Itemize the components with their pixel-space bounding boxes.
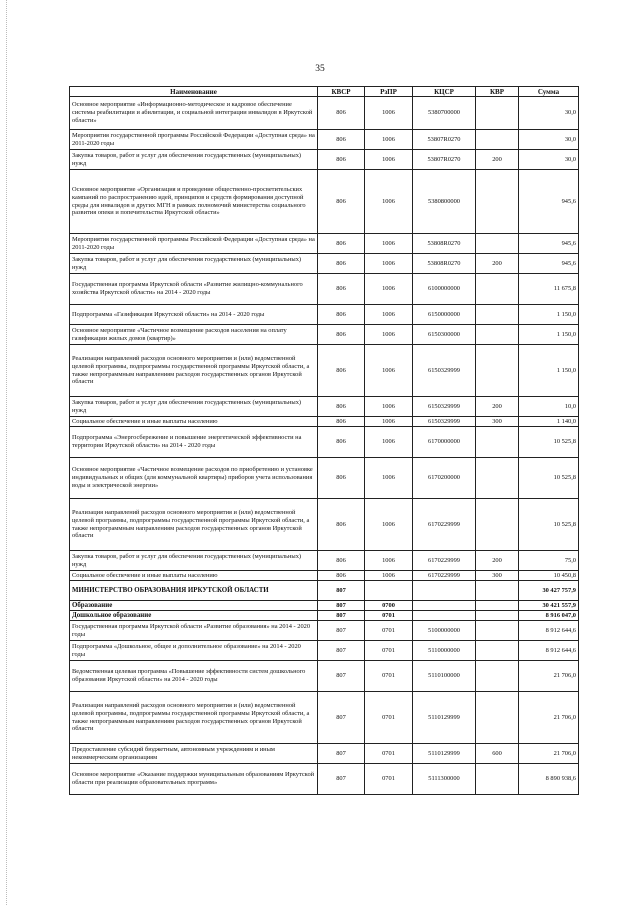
table-row: [70, 427, 579, 458]
column-header: РзПР: [365, 87, 413, 97]
cell-sum: 1 150,0: [519, 305, 579, 325]
cell-kvr: [476, 274, 519, 305]
cell-kvr: 200: [476, 551, 519, 571]
table-row: [70, 150, 579, 170]
cell-kcsr: 6150329999: [413, 345, 476, 397]
table-row: [70, 601, 579, 611]
cell-name: Дошкольное образование: [70, 611, 318, 621]
cell-kvr: [476, 458, 519, 499]
cell-kvr: [476, 692, 519, 744]
cell-kvr: [476, 305, 519, 325]
column-header: КВР: [476, 87, 519, 97]
cell-rzpr: 0701: [365, 611, 413, 621]
cell-sum: 30,0: [519, 130, 579, 150]
table-row: [70, 345, 579, 397]
column-header: КЦСР: [413, 87, 476, 97]
cell-kvsr: 806: [318, 427, 365, 458]
cell-kcsr: [413, 581, 476, 601]
cell-sum: 21 706,0: [519, 744, 579, 764]
cell-kvr: [476, 345, 519, 397]
cell-kvsr: 807: [318, 764, 365, 795]
cell-sum: 21 706,0: [519, 692, 579, 744]
cell-sum: 8 916 047,0: [519, 611, 579, 621]
cell-kvsr: 806: [318, 325, 365, 345]
cell-kvr: [476, 641, 519, 661]
cell-name: Социальное обеспечение и иные выплаты населению: [70, 571, 318, 581]
cell-sum: 8 912 644,6: [519, 641, 579, 661]
cell-kcsr: 5110000000: [413, 641, 476, 661]
cell-sum: 75,0: [519, 551, 579, 571]
cell-rzpr: 1006: [365, 234, 413, 254]
cell-name: Реализация направлений расходов основного мероприятия и (или) ведомственной целевой программы, подпрограммы государственной программы Иркутской области, а также непрограммным направлениям расходов государственных органов Иркутской области: [70, 499, 318, 551]
table-row: [70, 97, 579, 130]
cell-sum: 8 890 938,6: [519, 764, 579, 795]
table-row: [70, 661, 579, 692]
cell-kvr: [476, 427, 519, 458]
cell-kvr: 200: [476, 150, 519, 170]
cell-kvsr: 806: [318, 150, 365, 170]
cell-name: Подпрограмма «Газификация Иркутской области» на 2014 - 2020 годы: [70, 305, 318, 325]
cell-kvsr: 806: [318, 458, 365, 499]
cell-kcsr: 53807R0270: [413, 130, 476, 150]
cell-kcsr: [413, 601, 476, 611]
table-header-row: [70, 87, 579, 97]
cell-kcsr: 5100000000: [413, 621, 476, 641]
cell-kcsr: 53807R0270: [413, 150, 476, 170]
cell-kvsr: 806: [318, 305, 365, 325]
cell-kvr: 300: [476, 417, 519, 427]
cell-name: Основное мероприятие «Частичное возмещение расходов по приобретению и установке индивидуальных и общих (для коммунальной квартиры) приборов учета использования воды и электрической энергии»: [70, 458, 318, 499]
cell-sum: 10 525,8: [519, 458, 579, 499]
cell-rzpr: 1006: [365, 170, 413, 234]
cell-sum: 30 427 757,9: [519, 581, 579, 601]
cell-sum: 10 450,8: [519, 571, 579, 581]
cell-rzpr: 0701: [365, 661, 413, 692]
cell-sum: 10 525,8: [519, 499, 579, 551]
cell-sum: 30,0: [519, 150, 579, 170]
cell-kvr: 300: [476, 571, 519, 581]
table-row: [70, 397, 579, 417]
table-row: [70, 692, 579, 744]
cell-kvsr: 806: [318, 551, 365, 571]
table-row: [70, 305, 579, 325]
cell-name: Закупка товаров, работ и услуг для обеспечения государственных (муниципальных) нужд: [70, 150, 318, 170]
cell-name: Ведомственная целевая программа «Повышение эффективности систем дошкольного образования Иркутской области» на 2014 - 2020 годы: [70, 661, 318, 692]
cell-kcsr: 6170229999: [413, 571, 476, 581]
cell-kvsr: 806: [318, 274, 365, 305]
cell-rzpr: [365, 581, 413, 601]
cell-sum: 945,6: [519, 234, 579, 254]
cell-rzpr: 1006: [365, 571, 413, 581]
cell-kvr: 600: [476, 744, 519, 764]
cell-rzpr: 0701: [365, 692, 413, 744]
table-row: [70, 581, 579, 601]
cell-name: Основное мероприятие «Информационно-методическое и кадровое обеспечение системы реабилитации и абилитации, и социальной интеграции инвалидов в Иркутской области»: [70, 97, 318, 130]
cell-rzpr: 0701: [365, 744, 413, 764]
table-row: [70, 417, 579, 427]
cell-name: Закупка товаров, работ и услуг для обеспечения государственных (муниципальных) нужд: [70, 254, 318, 274]
cell-kvr: [476, 170, 519, 234]
table-row: [70, 551, 579, 571]
cell-kvsr: 806: [318, 254, 365, 274]
cell-rzpr: 1006: [365, 551, 413, 571]
cell-kvsr: 807: [318, 692, 365, 744]
cell-rzpr: 1006: [365, 325, 413, 345]
cell-kcsr: 5380700000: [413, 97, 476, 130]
table-row: [70, 571, 579, 581]
cell-kvsr: 806: [318, 397, 365, 417]
cell-rzpr: 1006: [365, 397, 413, 417]
table-row: [70, 611, 579, 621]
table-row: [70, 641, 579, 661]
cell-name: Мероприятия государственной программы Российской Федерации «Доступная среда» на 2011-2020 годы: [70, 130, 318, 150]
cell-name: Предоставление субсидий бюджетным, автономным учреждениям и иным некоммерческим организациям: [70, 744, 318, 764]
table-row: [70, 744, 579, 764]
cell-kvsr: 806: [318, 345, 365, 397]
table-row: [70, 170, 579, 234]
cell-kvsr: 806: [318, 170, 365, 234]
scan-edge-marks: [6, 0, 9, 905]
cell-rzpr: 1006: [365, 427, 413, 458]
table-row: [70, 325, 579, 345]
cell-name: Реализация направлений расходов основного мероприятия и (или) ведомственной целевой программы, подпрограммы государственной программы Иркутской области, а также непрограммным направлениям расходов государственных органов Иркутской области: [70, 345, 318, 397]
cell-kvsr: 807: [318, 621, 365, 641]
cell-name: Мероприятия государственной программы Российской Федерации «Доступная среда» на 2011-2020 годы: [70, 234, 318, 254]
cell-rzpr: 1006: [365, 305, 413, 325]
page-number: 35: [315, 64, 325, 74]
cell-kvsr: 807: [318, 601, 365, 611]
cell-name: МИНИСТЕРСТВО ОБРАЗОВАНИЯ ИРКУТСКОЙ ОБЛАСТИ: [70, 581, 318, 601]
cell-sum: 11 675,8: [519, 274, 579, 305]
cell-rzpr: 0701: [365, 764, 413, 795]
cell-kvr: [476, 499, 519, 551]
cell-name: Государственная программа Иркутской области «Развитие образования» на 2014 - 2020 годы: [70, 621, 318, 641]
cell-kcsr: 6150000000: [413, 305, 476, 325]
cell-kvr: [476, 764, 519, 795]
cell-rzpr: 1006: [365, 345, 413, 397]
cell-kvr: 200: [476, 254, 519, 274]
cell-kcsr: 53808R0270: [413, 234, 476, 254]
cell-sum: 8 912 644,6: [519, 621, 579, 641]
cell-sum: 21 706,0: [519, 661, 579, 692]
cell-sum: 1 140,0: [519, 417, 579, 427]
table-row: [70, 499, 579, 551]
cell-sum: 30,0: [519, 97, 579, 130]
cell-name: Государственная программа Иркутской области «Развитие жилищно-коммунального хозяйства Иркутской области» на 2014 - 2020 годы: [70, 274, 318, 305]
cell-name: Основное мероприятие «Организация и проведение общественно-просветительских кампаний по распространению идей, принципов и средств формирования доступной среды для инвалидов и других МГН в рамках полномочий министерства социального развития опеки и попечительства Иркутской области»: [70, 170, 318, 234]
cell-kcsr: 5110129999: [413, 692, 476, 744]
cell-kvsr: 806: [318, 130, 365, 150]
cell-rzpr: 1006: [365, 499, 413, 551]
cell-rzpr: 1006: [365, 458, 413, 499]
cell-kcsr: 53808R0270: [413, 254, 476, 274]
cell-kcsr: 6170200000: [413, 458, 476, 499]
cell-name: Основное мероприятие «Частичное возмещение расходов населения на оплату газификации жилых домов (квартир)»: [70, 325, 318, 345]
table-row: [70, 130, 579, 150]
cell-kvsr: 807: [318, 744, 365, 764]
cell-kvr: 200: [476, 397, 519, 417]
cell-rzpr: 1006: [365, 254, 413, 274]
cell-name: Образование: [70, 601, 318, 611]
table-row: [70, 621, 579, 641]
cell-kcsr: 6170000000: [413, 427, 476, 458]
table-row: [70, 458, 579, 499]
cell-kvr: [476, 130, 519, 150]
cell-sum: 1 150,0: [519, 325, 579, 345]
cell-kvr: [476, 325, 519, 345]
cell-name: Реализация направлений расходов основного мероприятия и (или) ведомственной целевой программы, подпрограммы государственной программы Иркутской области, а также непрограммным направлениям расходов государственных органов Иркутской области: [70, 692, 318, 744]
cell-rzpr: 1006: [365, 97, 413, 130]
cell-kvsr: 806: [318, 417, 365, 427]
cell-name: Социальное обеспечение и иные выплаты населению: [70, 417, 318, 427]
cell-sum: 30 421 557,9: [519, 601, 579, 611]
column-header: Наименование: [70, 87, 318, 97]
cell-kvsr: 806: [318, 97, 365, 130]
cell-kcsr: 6150300000: [413, 325, 476, 345]
budget-table: [69, 86, 579, 795]
cell-kvsr: 806: [318, 234, 365, 254]
cell-name: Подпрограмма «Дошкольное, общее и дополнительное образование» на 2014 - 2020 годы: [70, 641, 318, 661]
table-row: [70, 234, 579, 254]
cell-sum: 10 525,8: [519, 427, 579, 458]
column-header: Сумма: [519, 87, 579, 97]
cell-kcsr: 6150329999: [413, 397, 476, 417]
cell-kvr: [476, 661, 519, 692]
cell-kcsr: 6170229999: [413, 551, 476, 571]
cell-kvsr: 807: [318, 641, 365, 661]
column-header: КВСР: [318, 87, 365, 97]
cell-sum: 945,6: [519, 170, 579, 234]
table-row: [70, 764, 579, 795]
cell-name: Подпрограмма «Энергосбережение и повышение энергетической эффективности на территории Иркутской области» на 2014 - 2020 годы: [70, 427, 318, 458]
cell-kvsr: 806: [318, 499, 365, 551]
table-row: [70, 254, 579, 274]
cell-kcsr: 6100000000: [413, 274, 476, 305]
cell-kvsr: 806: [318, 571, 365, 581]
cell-kvr: [476, 234, 519, 254]
cell-rzpr: 1006: [365, 130, 413, 150]
cell-kcsr: 5111300000: [413, 764, 476, 795]
cell-kcsr: [413, 611, 476, 621]
cell-sum: 945,6: [519, 254, 579, 274]
cell-rzpr: 1006: [365, 150, 413, 170]
cell-rzpr: 0701: [365, 621, 413, 641]
cell-name: Закупка товаров, работ и услуг для обеспечения государственных (муниципальных) нужд: [70, 397, 318, 417]
cell-name: Основное мероприятие «Оказание поддержки муниципальным образованиям Иркутской области при реализации образовательных программ»: [70, 764, 318, 795]
cell-kvr: [476, 601, 519, 611]
cell-rzpr: 1006: [365, 274, 413, 305]
table-body: [70, 97, 579, 795]
cell-rzpr: 0701: [365, 641, 413, 661]
cell-name: Закупка товаров, работ и услуг для обеспечения государственных (муниципальных) нужд: [70, 551, 318, 571]
cell-kcsr: 5110129999: [413, 744, 476, 764]
cell-sum: 1 150,0: [519, 345, 579, 397]
cell-sum: 10,0: [519, 397, 579, 417]
cell-kcsr: 5110100000: [413, 661, 476, 692]
cell-kvr: [476, 97, 519, 130]
cell-rzpr: 0700: [365, 601, 413, 611]
cell-kvsr: 807: [318, 661, 365, 692]
cell-kvr: [476, 611, 519, 621]
cell-kcsr: 5380800000: [413, 170, 476, 234]
cell-kvr: [476, 581, 519, 601]
cell-kvsr: 807: [318, 581, 365, 601]
table-row: [70, 274, 579, 305]
cell-rzpr: 1006: [365, 417, 413, 427]
cell-kcsr: 6170229999: [413, 499, 476, 551]
cell-kcsr: 6150329999: [413, 417, 476, 427]
cell-kvsr: 807: [318, 611, 365, 621]
cell-kvr: [476, 621, 519, 641]
